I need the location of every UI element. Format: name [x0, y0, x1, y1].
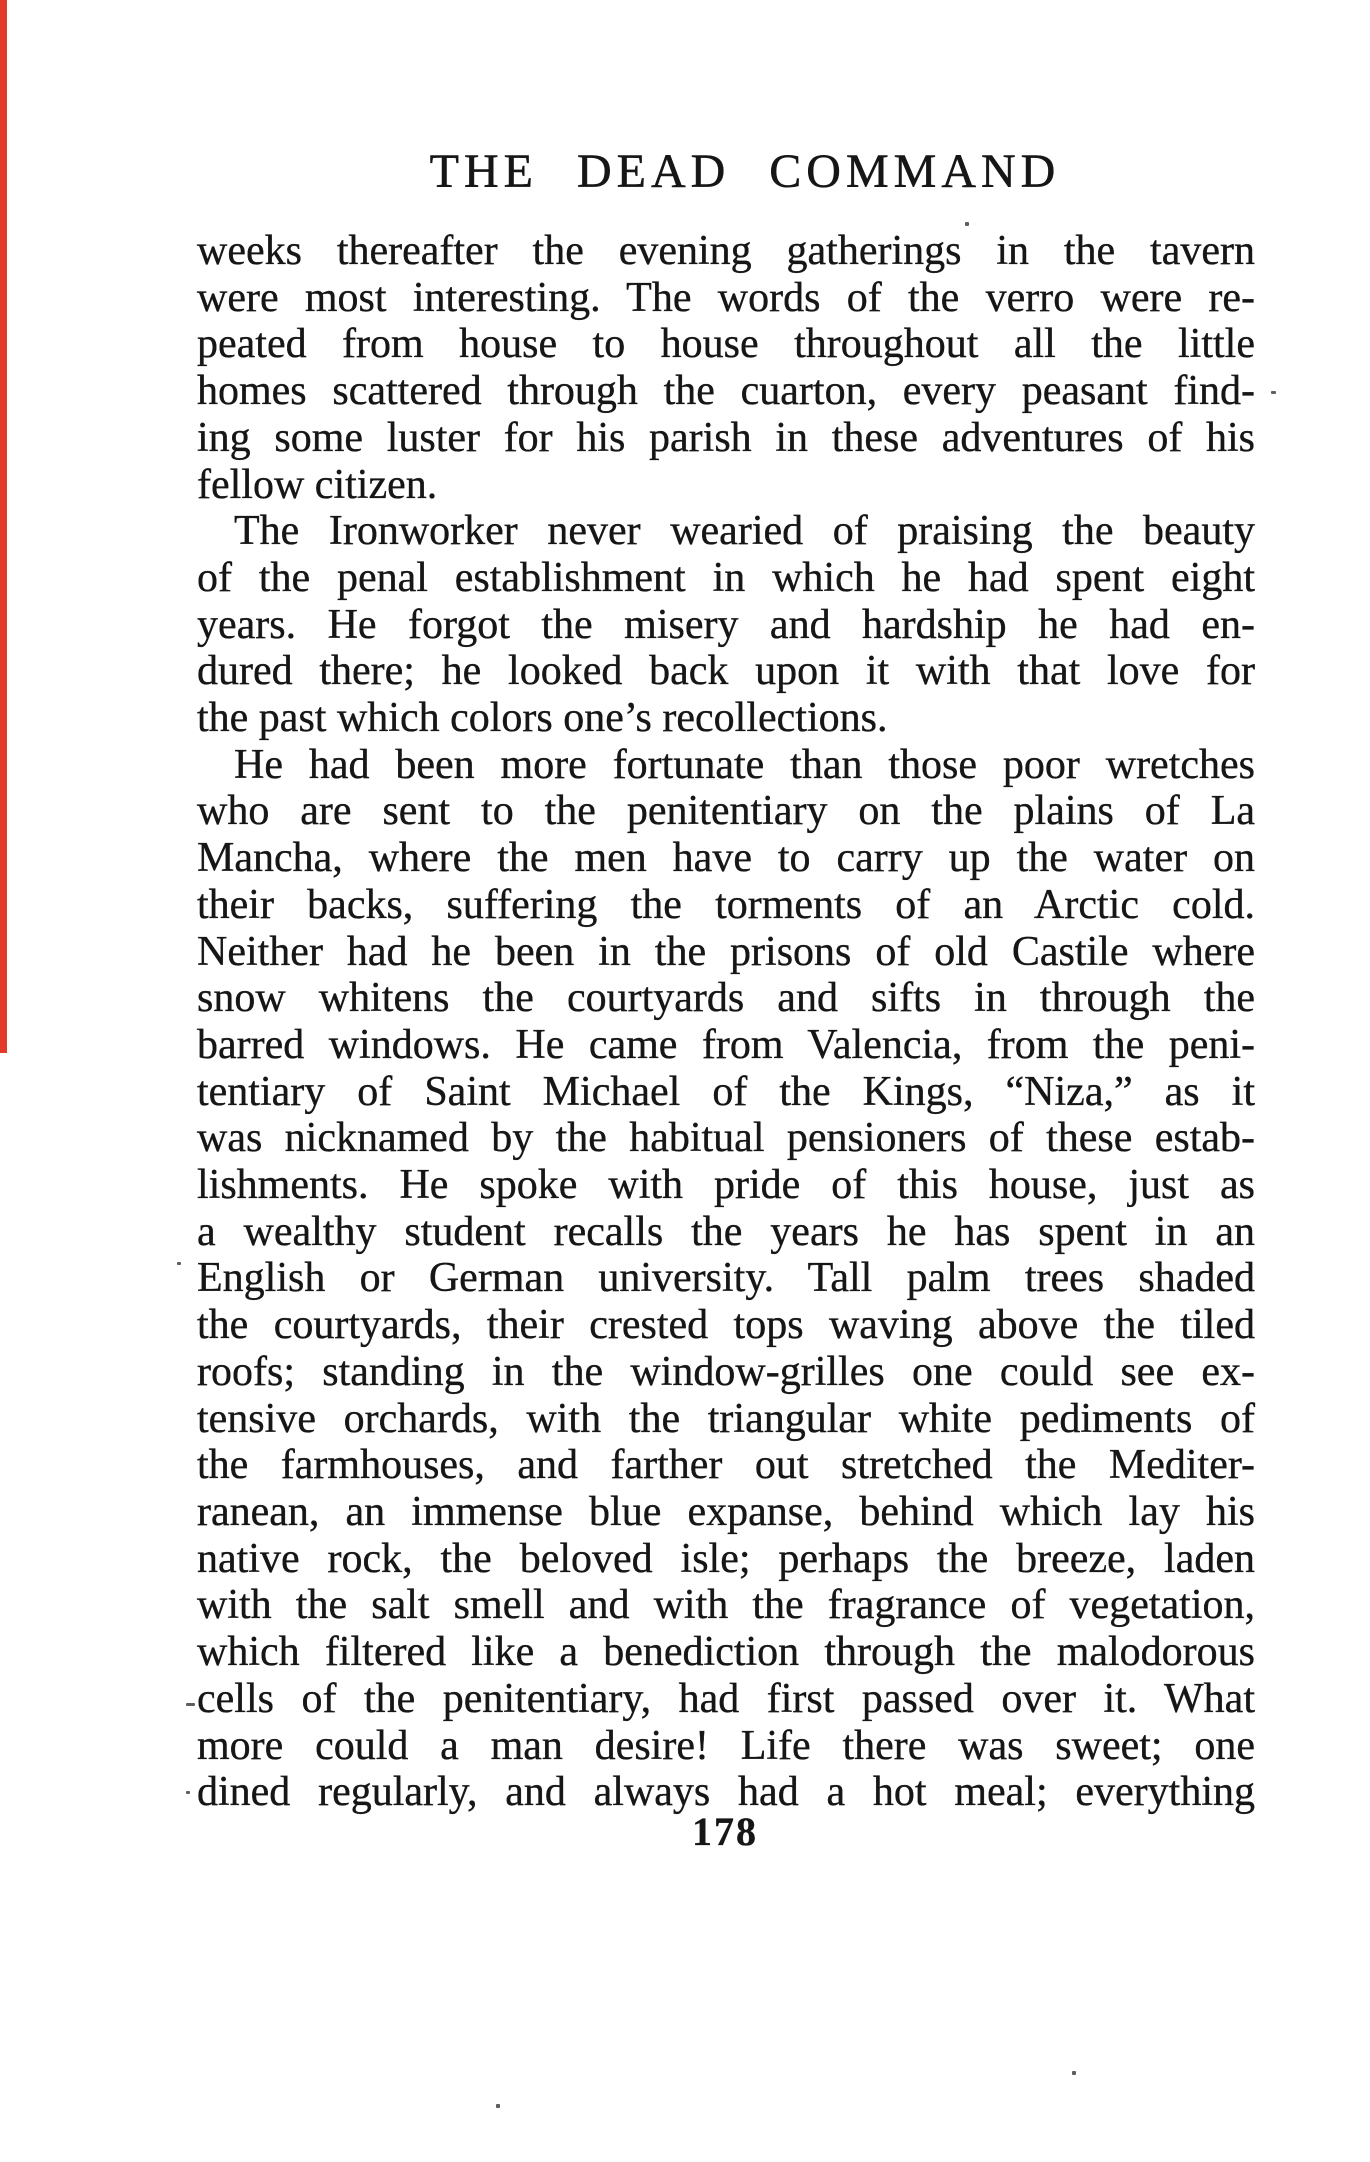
text-line: peated from house to house throughout all the little: [197, 321, 1255, 368]
ink-speck: [1072, 2071, 1076, 2075]
ink-speck: [496, 2104, 500, 2108]
text-line: their backs, suffering the torments of an Arctic cold.: [197, 881, 1255, 928]
body-text-block: [197, 228, 1255, 1816]
ink-speck: [965, 222, 969, 226]
text-line: roofs; standing in the window-grilles one could see ex-: [197, 1348, 1255, 1395]
text-line: with the salt smell and with the fragrance of vegetation,: [197, 1582, 1255, 1629]
text-line: fellow citizen.: [197, 461, 438, 508]
text-line: the farmhouses, and farther out stretched the Mediter-: [197, 1442, 1255, 1489]
text-line: was nicknamed by the habitual pensioners of these estab-: [197, 1115, 1255, 1162]
text-line: cells of the penitentiary, had first passed over it. What: [197, 1675, 1255, 1722]
text-line: lishments. He spoke with pride of this house, just as: [197, 1162, 1255, 1209]
page-title: THE DEAD COMMAND: [429, 145, 1061, 198]
ink-speck: [186, 1703, 195, 1706]
page-number: 178: [692, 1809, 758, 1854]
text-line: the courtyards, their crested tops waving above the tiled: [197, 1302, 1255, 1349]
text-line: native rock, the beloved isle; perhaps the breeze, laden: [197, 1535, 1255, 1582]
text-line: homes scattered through the cuarton, every peasant find-: [197, 368, 1255, 415]
text-line: which filtered like a benediction through the malodorous: [197, 1629, 1255, 1676]
text-line: Neither had he been in the prisons of old Castile where: [197, 928, 1255, 975]
text-line: weeks thereafter the evening gatherings in the tavern: [197, 228, 1255, 274]
text-line: were most interesting. The words of the verro were re-: [197, 274, 1255, 321]
text-line: English or German university. Tall palm trees shaded: [197, 1255, 1255, 1302]
text-line: dured there; he looked back upon it with that love for: [197, 648, 1255, 695]
ink-speck: [177, 1262, 181, 1265]
text-line: Mancha, where the men have to carry up the water on: [197, 835, 1255, 882]
ink-speck: [1271, 391, 1276, 394]
ink-speck: [186, 1791, 190, 1794]
text-line: years. He forgot the misery and hardship he had en-: [197, 601, 1255, 648]
text-line: dined regularly, and always had a hot meal; everything: [197, 1769, 1255, 1816]
text-line: The Ironworker never wearied of praising the beauty: [234, 508, 1255, 555]
text-line: snow whitens the courtyards and sifts in through the: [197, 975, 1255, 1022]
text-line: a wealthy student recalls the years he has spent in an: [197, 1208, 1255, 1255]
text-line: tentiary of Saint Michael of the Kings, “Niza,” as it: [197, 1068, 1255, 1115]
text-line: He had been more fortunate than those poor wretches: [234, 741, 1255, 788]
text-line: tensive orchards, with the triangular white pediments of: [197, 1395, 1255, 1442]
text-line: barred windows. He came from Valencia, from the peni-: [197, 1021, 1255, 1068]
text-line: more could a man desire! Life there was sweet; one: [197, 1722, 1255, 1769]
text-line: of the penal establishment in which he had spent eight: [197, 554, 1255, 601]
text-line: ranean, an immense blue expanse, behind which lay his: [197, 1488, 1255, 1535]
text-line: the past which colors one’s recollections.: [197, 695, 888, 742]
text-line: ing some luster for his parish in these adventures of his: [197, 414, 1255, 461]
text-line: who are sent to the penitentiary on the plains of La: [197, 788, 1255, 835]
scan-artifact-red-strip: [0, 0, 7, 1053]
